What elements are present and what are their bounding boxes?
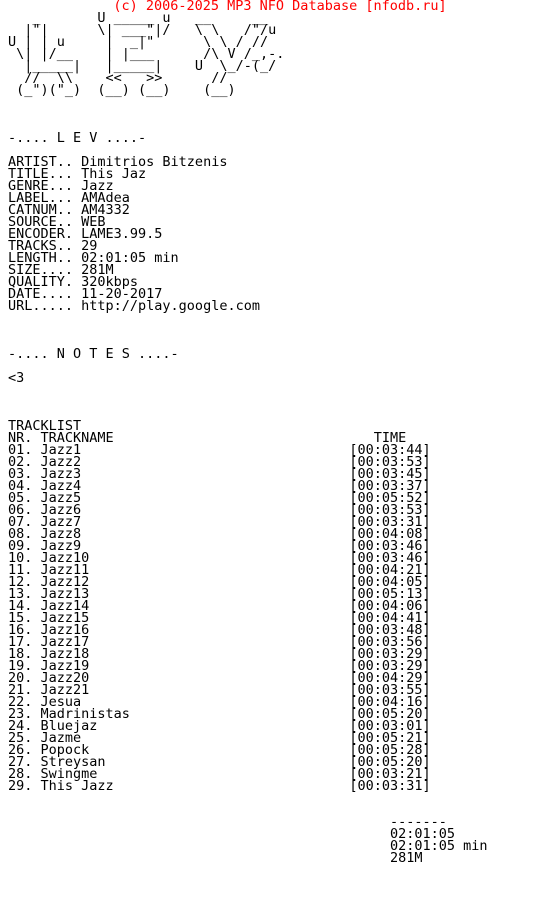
track-row: 22. Jesua [00:04:16] [8, 694, 431, 710]
info-title: TITLE... This Jaz [8, 166, 147, 182]
ascii-logo [8, 12, 556, 96]
track-row: 12. Jazz12 [00:04:05] [8, 574, 431, 590]
section-heading-lev: -.... L E V ....- [8, 130, 147, 146]
track-row: 08. Jazz8 [00:04:08] [8, 526, 431, 542]
track-row: 19. Jazz19 [00:03:29] [8, 658, 431, 674]
track-row: 10. Jazz10 [00:03:46] [8, 550, 431, 566]
track-row: 21. Jazz21 [00:03:55] [8, 682, 431, 698]
logo-line: |"| \| ___"|/ \ \ /"/u [8, 22, 277, 38]
info-encoder: ENCODER. LAME3.99.5 [8, 226, 163, 242]
info-quality: QUALITY. 320kbps [8, 274, 139, 290]
logo-line: U | | u | _|" \ \ / // [8, 34, 269, 50]
blank-line [8, 408, 556, 420]
track-row: 28. Swingme [00:03:21] [8, 766, 431, 782]
total-time: 02:01:05 [8, 826, 456, 842]
info-label: LABEL... AMAdea [8, 190, 130, 206]
tracklist [8, 420, 556, 792]
site-header: (c) 2006-2025 MP3 NFO Database [nfodb.ru] [113, 0, 447, 14]
track-row: 25. Jazme [00:05:21] [8, 730, 431, 746]
info-artist: ARTIST.. Dimitrios Bitzenis [8, 154, 228, 170]
track-row: 15. Jazz15 [00:04:41] [8, 610, 431, 626]
track-row: 02. Jazz2 [00:03:53] [8, 454, 431, 470]
track-row: 01. Jazz1 [00:03:44] [8, 442, 431, 458]
track-row: 06. Jazz6 [00:03:53] [8, 502, 431, 518]
blank-line [8, 384, 556, 396]
blank-line [8, 396, 556, 408]
nfo-document [8, 0, 556, 900]
section-heading-notes: -.... N O T E S ....- [8, 346, 179, 362]
blank-line [8, 324, 556, 336]
track-row: 29. This Jazz [00:03:31] [8, 778, 431, 794]
info-source: SOURCE.. WEB [8, 214, 106, 230]
total-size: 281M [8, 850, 423, 866]
track-row: 26. Popock [00:05:28] [8, 742, 431, 758]
track-row: 23. Madrinistas [00:05:20] [8, 706, 431, 722]
track-row: 09. Jazz9 [00:03:46] [8, 538, 431, 554]
track-row: 24. Bluejaz [00:03:01] [8, 718, 431, 734]
total-separator: ------- [8, 814, 447, 830]
track-row: 04. Jazz4 [00:03:37] [8, 478, 431, 494]
info-genre: GENRE... Jazz [8, 178, 114, 194]
track-row: 20. Jazz20 [00:04:29] [8, 670, 431, 686]
track-row: 07. Jazz7 [00:03:31] [8, 514, 431, 530]
logo-line: (_")("_) (__) (__) (__) [8, 82, 236, 98]
track-row: 05. Jazz5 [00:05:52] [8, 490, 431, 506]
total-length: 02:01:05 min [8, 838, 488, 854]
blank-line [8, 108, 556, 120]
track-row: 14. Jazz14 [00:04:06] [8, 598, 431, 614]
track-row: 03. Jazz3 [00:03:45] [8, 466, 431, 482]
logo-line: // \\ << >> // [8, 70, 228, 86]
info-length: LENGTH.. 02:01:05 min [8, 250, 179, 266]
release-info [8, 156, 556, 312]
logo-line: |_____| |_____| U \_/-(_/ [8, 58, 277, 74]
track-row: 11. Jazz11 [00:04:21] [8, 562, 431, 578]
track-row: 13. Jazz13 [00:05:13] [8, 586, 431, 602]
info-catnum: CATNUM.. AM4332 [8, 202, 130, 218]
logo-line: _ U _____ u __ __ [8, 10, 269, 26]
tracklist-title: TRACKLIST [8, 418, 82, 434]
tracklist-total [8, 816, 556, 864]
track-row: 17. Jazz17 [00:03:56] [8, 634, 431, 650]
logo-line: \| |/__ | |___ /\ V /_,-. [8, 46, 285, 62]
info-tracks: TRACKS.. 29 [8, 238, 98, 254]
info-url: URL..... http://play.google.com [8, 298, 260, 314]
notes-text: <3 [8, 370, 25, 386]
info-date: DATE.... 11-20-2017 [8, 286, 163, 302]
track-row: 27. Streysan [00:05:20] [8, 754, 431, 770]
tracklist-header: NR. TRACKNAME TIME [8, 430, 407, 446]
track-row: 18. Jazz18 [00:03:29] [8, 646, 431, 662]
info-size: SIZE.... 281M [8, 262, 114, 278]
track-row: 16. Jazz16 [00:03:48] [8, 622, 431, 638]
